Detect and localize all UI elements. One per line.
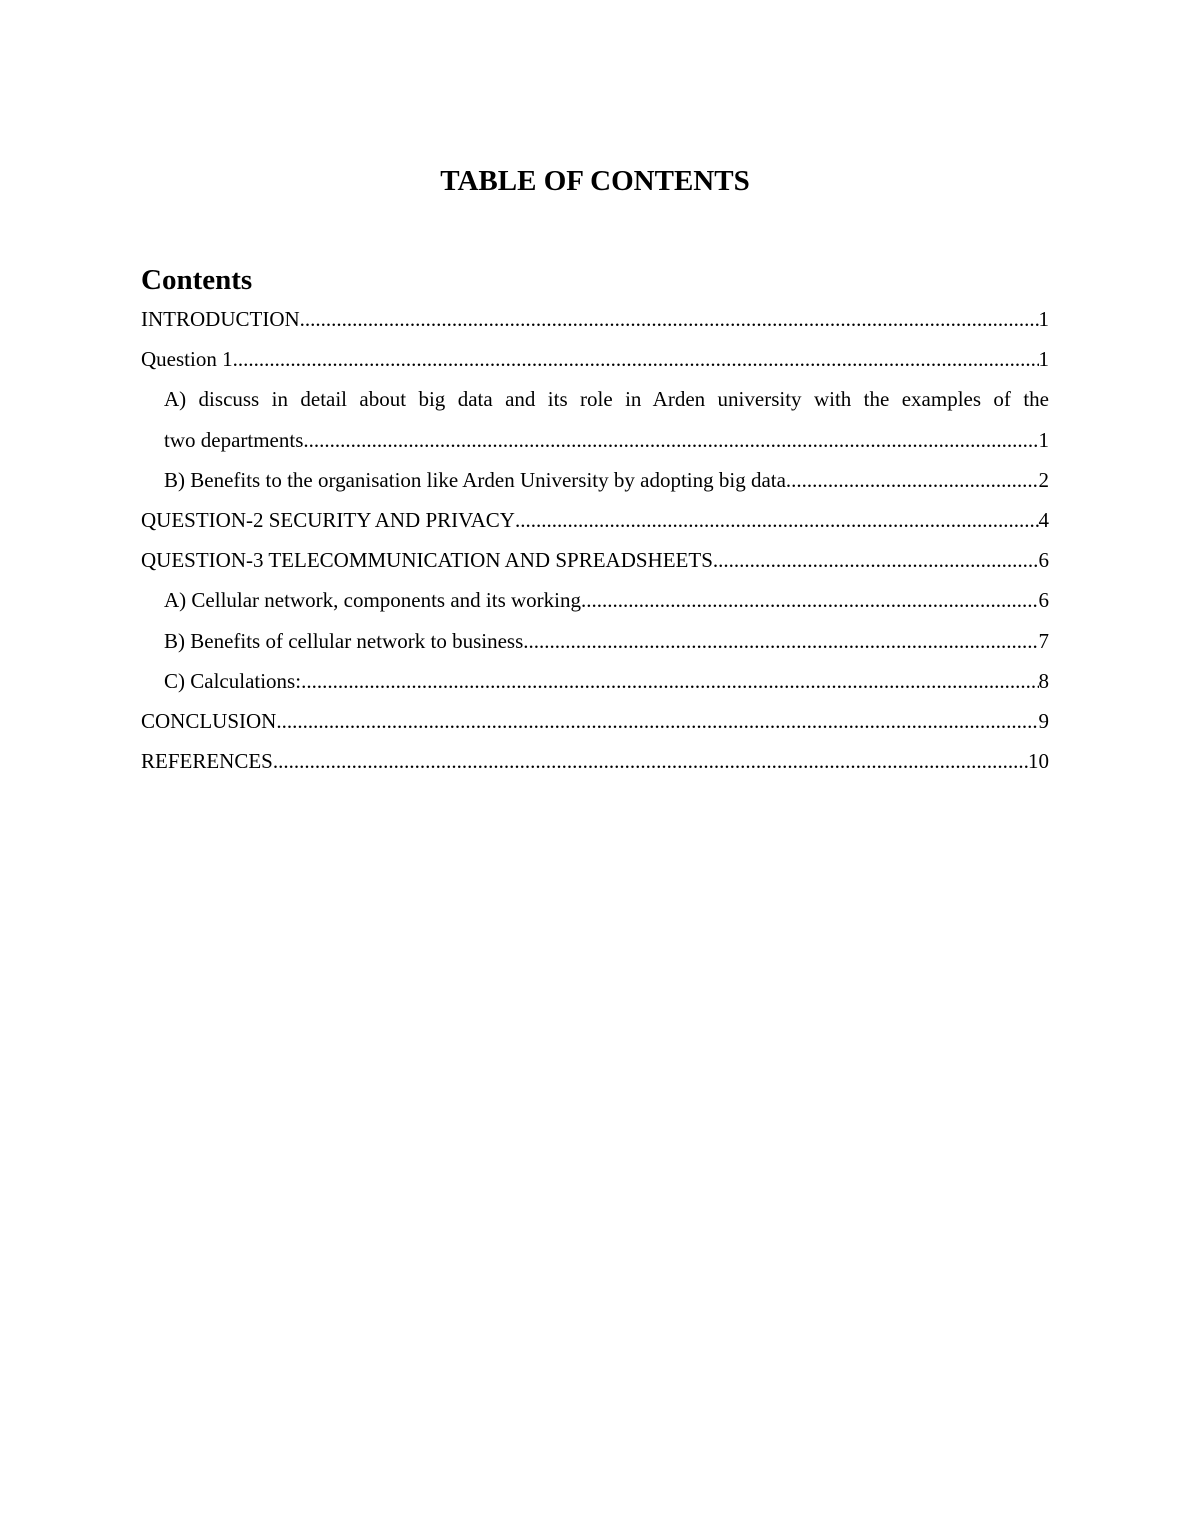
toc-entry-benefits-big-data[interactable] (141, 460, 1049, 500)
toc-entry-question-2[interactable] (141, 500, 1049, 540)
toc-entry-cellular-benefits[interactable] (141, 621, 1049, 661)
toc-entry-introduction[interactable] (141, 299, 1049, 339)
toc-page-number: 10 (1028, 749, 1049, 774)
toc-leader-dots (276, 701, 1038, 741)
toc-page-number: 1 (1038, 347, 1049, 372)
toc-leader-dots (515, 500, 1039, 540)
toc-entry-question-1[interactable] (141, 339, 1049, 379)
toc-entry-question-3[interactable] (141, 540, 1049, 580)
page-title: TABLE OF CONTENTS (440, 165, 750, 197)
toc-entry-big-data[interactable] (141, 379, 1049, 459)
toc-entry-references[interactable] (141, 741, 1049, 781)
toc-entry-label: C) Calculations: (164, 668, 302, 693)
toc-entry-label: A) Cellular network, components and its working (164, 588, 582, 613)
toc-leader-dots (713, 540, 1039, 580)
toc-leader-dots (791, 460, 1038, 500)
toc-leader-dots (233, 339, 1039, 379)
toc-entry-calculations[interactable] (141, 661, 1049, 701)
contents-heading: Contents (141, 264, 253, 296)
toc-page-number: 6 (1038, 548, 1049, 573)
toc-entry-label: Question 1 (141, 347, 233, 372)
toc-page-number: 7 (1038, 628, 1049, 653)
toc-page-number: 8 (1038, 668, 1049, 693)
toc-entry-label: QUESTION-3 TELECOMMUNICATION AND SPREADSHEETS (141, 548, 713, 573)
toc-entry-label: CONCLUSION (141, 709, 277, 734)
toc-entry-label-line1: A) discuss in detail about big data and its role in Arden university with the examples of the (164, 387, 1049, 412)
toc-leader-dots (523, 621, 1038, 661)
toc-leader-dots (273, 741, 1028, 781)
toc-entry-label: INTRODUCTION (141, 307, 300, 331)
toc-page-number: 1 (1038, 427, 1049, 452)
toc-leader-dots (303, 420, 1038, 460)
toc-entry-conclusion[interactable] (141, 701, 1049, 741)
toc-page-number: 2 (1038, 467, 1049, 492)
toc-entry-label-line2: two departments (164, 427, 304, 452)
toc-page-number: 9 (1038, 709, 1049, 734)
toc-leader-dots (301, 661, 1038, 701)
table-of-contents (141, 299, 1049, 781)
toc-entry-cellular-network[interactable] (141, 580, 1049, 620)
toc-page-number: 4 (1038, 508, 1049, 533)
toc-entry-label: B) Benefits to the organisation like Arden University by adopting big data. (164, 467, 792, 492)
toc-entry-label: B) Benefits of cellular network to business (164, 628, 524, 653)
toc-page-number: 1 (1038, 307, 1049, 331)
toc-page-number: 6 (1038, 588, 1049, 613)
toc-entry-label: REFERENCES (141, 749, 273, 774)
toc-leader-dots (300, 299, 1039, 339)
toc-entry-label: QUESTION-2 SECURITY AND PRIVACY (141, 508, 515, 533)
toc-leader-dots (581, 580, 1038, 620)
